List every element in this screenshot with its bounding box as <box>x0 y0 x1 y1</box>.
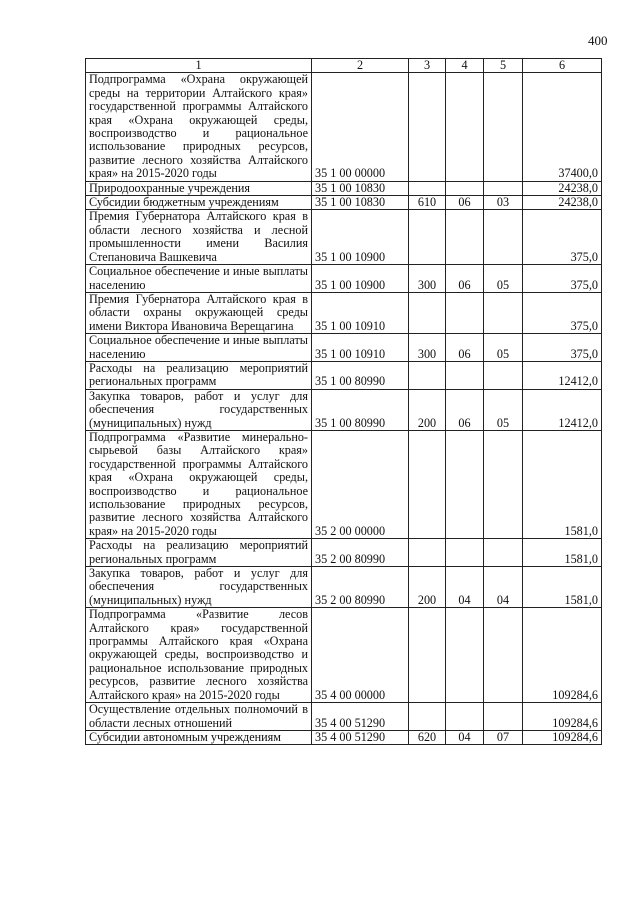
amount-cell: 37400,0 <box>523 73 602 181</box>
subsection-cell <box>484 430 523 538</box>
page-number: 400 <box>588 33 608 48</box>
column-header: 2 <box>312 59 409 73</box>
subsection-cell <box>484 703 523 731</box>
expense-type-cell: 610 <box>409 196 446 210</box>
target-code-cell: 35 2 00 00000 <box>312 430 409 538</box>
amount-cell: 12412,0 <box>523 361 602 389</box>
target-code-cell: 35 1 00 10900 <box>312 265 409 293</box>
amount-cell: 1581,0 <box>523 430 602 538</box>
row-name-cell: Подпрограмма «Развитие минерально-сырьевой базы Алтайского края» государственной программы Алтайского края «Охрана окружающей среды, воспроизводство и рациональное использование природных ресурсов, развитие лесного хозяйства Алтайского края» на 2015-2020 годы <box>86 430 312 538</box>
table-row <box>86 730 602 744</box>
target-code-cell: 35 1 00 10900 <box>312 210 409 265</box>
subsection-cell: 07 <box>484 730 523 744</box>
target-code-cell: 35 1 00 80990 <box>312 361 409 389</box>
amount-cell: 375,0 <box>523 292 602 333</box>
expense-type-cell <box>409 292 446 333</box>
table-row <box>86 608 602 703</box>
section-cell: 04 <box>446 567 484 608</box>
section-cell <box>446 73 484 181</box>
expense-type-cell <box>409 703 446 731</box>
section-cell: 06 <box>446 265 484 293</box>
row-name-cell: Премия Губернатора Алтайского края в области охраны окружающей среды имени Виктора Ивановича Верещагина <box>86 292 312 333</box>
row-name-cell: Подпрограмма «Охрана окружающей среды на территории Алтайского края» государственной программы Алтайского края «Охрана окружающей среды, воспроизводство и рациональное использование природных ресурсов, развитие лесного хозяйства Алтайского края» на 2015-2020 годы <box>86 73 312 181</box>
table-row <box>86 181 602 195</box>
section-cell <box>446 539 484 567</box>
column-header: 3 <box>409 59 446 73</box>
row-name-cell: Субсидии автономным учреждениям <box>86 730 312 744</box>
row-name-cell: Природоохранные учреждения <box>86 181 312 195</box>
target-code-cell: 35 4 00 51290 <box>312 730 409 744</box>
budget-table <box>85 58 602 745</box>
amount-cell: 24238,0 <box>523 196 602 210</box>
table-row <box>86 334 602 362</box>
amount-cell: 1581,0 <box>523 567 602 608</box>
subsection-cell: 03 <box>484 196 523 210</box>
target-code-cell: 35 4 00 51290 <box>312 703 409 731</box>
section-cell <box>446 703 484 731</box>
section-cell: 06 <box>446 389 484 430</box>
amount-cell: 1581,0 <box>523 539 602 567</box>
table-row <box>86 539 602 567</box>
row-name-cell: Осуществление отдельных полномочий в области лесных отношений <box>86 703 312 731</box>
subsection-cell <box>484 292 523 333</box>
amount-cell: 12412,0 <box>523 389 602 430</box>
subsection-cell <box>484 539 523 567</box>
expense-type-cell: 300 <box>409 334 446 362</box>
column-header: 6 <box>523 59 602 73</box>
section-cell <box>446 292 484 333</box>
expense-type-cell <box>409 608 446 703</box>
table-row <box>86 210 602 265</box>
amount-cell: 24238,0 <box>523 181 602 195</box>
table-header-row <box>86 59 602 73</box>
table-row <box>86 73 602 181</box>
table-row <box>86 292 602 333</box>
table-row <box>86 703 602 731</box>
subsection-cell: 05 <box>484 334 523 362</box>
column-header: 5 <box>484 59 523 73</box>
subsection-cell <box>484 608 523 703</box>
subsection-cell: 05 <box>484 389 523 430</box>
table-row <box>86 389 602 430</box>
row-name-cell: Социальное обеспечение и иные выплаты населению <box>86 334 312 362</box>
target-code-cell: 35 1 00 10830 <box>312 196 409 210</box>
amount-cell: 109284,6 <box>523 703 602 731</box>
row-name-cell: Субсидии бюджетным учреждениям <box>86 196 312 210</box>
column-header: 1 <box>86 59 312 73</box>
expense-type-cell: 620 <box>409 730 446 744</box>
table-row <box>86 265 602 293</box>
target-code-cell: 35 2 00 80990 <box>312 539 409 567</box>
expense-type-cell <box>409 73 446 181</box>
section-cell: 06 <box>446 334 484 362</box>
table-row <box>86 361 602 389</box>
section-cell <box>446 361 484 389</box>
section-cell <box>446 430 484 538</box>
section-cell <box>446 608 484 703</box>
section-cell: 06 <box>446 196 484 210</box>
target-code-cell: 35 2 00 80990 <box>312 567 409 608</box>
table-row <box>86 196 602 210</box>
subsection-cell: 05 <box>484 265 523 293</box>
subsection-cell <box>484 181 523 195</box>
row-name-cell: Социальное обеспечение и иные выплаты населению <box>86 265 312 293</box>
table-row <box>86 567 602 608</box>
row-name-cell: Подпрограмма «Развитие лесов Алтайского края» государственной программы Алтайского края «Охрана окружающей среды, воспроизводство и рациональное использование природных ресурсов, развитие лесного хозяйства Алтайского края» на 2015-2020 годы <box>86 608 312 703</box>
target-code-cell: 35 1 00 10830 <box>312 181 409 195</box>
subsection-cell <box>484 73 523 181</box>
section-cell <box>446 181 484 195</box>
target-code-cell: 35 1 00 00000 <box>312 73 409 181</box>
expense-type-cell <box>409 430 446 538</box>
subsection-cell <box>484 361 523 389</box>
expense-type-cell <box>409 210 446 265</box>
expense-type-cell <box>409 361 446 389</box>
target-code-cell: 35 1 00 80990 <box>312 389 409 430</box>
column-header: 4 <box>446 59 484 73</box>
amount-cell: 109284,6 <box>523 730 602 744</box>
amount-cell: 375,0 <box>523 210 602 265</box>
section-cell: 04 <box>446 730 484 744</box>
target-code-cell: 35 4 00 00000 <box>312 608 409 703</box>
subsection-cell <box>484 210 523 265</box>
expense-type-cell: 200 <box>409 389 446 430</box>
target-code-cell: 35 1 00 10910 <box>312 334 409 362</box>
expense-type-cell <box>409 181 446 195</box>
expense-type-cell <box>409 539 446 567</box>
expense-type-cell: 200 <box>409 567 446 608</box>
row-name-cell: Закупка товаров, работ и услуг для обеспечения государственных (муниципальных) нужд <box>86 567 312 608</box>
subsection-cell: 04 <box>484 567 523 608</box>
row-name-cell: Расходы на реализацию мероприятий региональных программ <box>86 361 312 389</box>
target-code-cell: 35 1 00 10910 <box>312 292 409 333</box>
table-row <box>86 430 602 538</box>
expense-type-cell: 300 <box>409 265 446 293</box>
row-name-cell: Закупка товаров, работ и услуг для обеспечения государственных (муниципальных) нужд <box>86 389 312 430</box>
amount-cell: 109284,6 <box>523 608 602 703</box>
amount-cell: 375,0 <box>523 334 602 362</box>
row-name-cell: Премия Губернатора Алтайского края в области лесного хозяйства и лесной промышленности имени Василия Степановича Вашкевича <box>86 210 312 265</box>
section-cell <box>446 210 484 265</box>
row-name-cell: Расходы на реализацию мероприятий региональных программ <box>86 539 312 567</box>
amount-cell: 375,0 <box>523 265 602 293</box>
